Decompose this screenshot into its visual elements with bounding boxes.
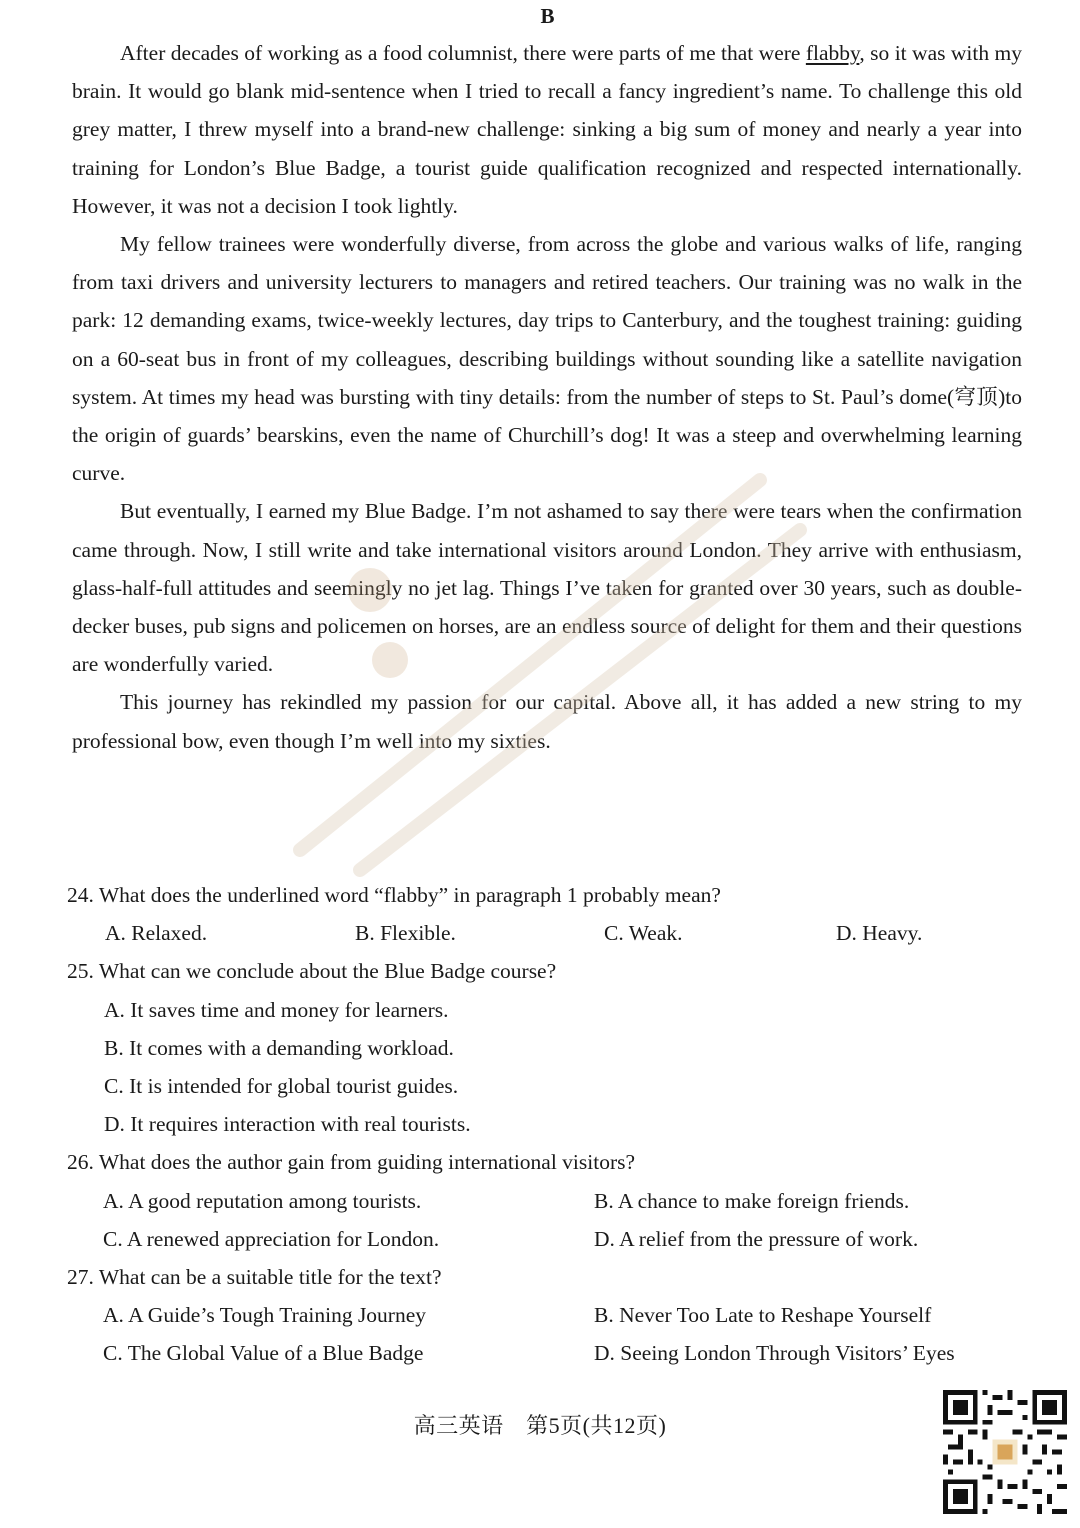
- questions-section: [67, 876, 1027, 1373]
- reading-passage: [72, 34, 1022, 760]
- paragraph-1-start: After decades of working as a food columnist, there were parts of me that were: [120, 41, 806, 65]
- question-stem: 25. What can we conclude about the Blue Badge course?: [67, 959, 557, 984]
- question-options: [67, 914, 1027, 952]
- underlined-word: flabby: [805, 41, 860, 65]
- paragraph-2: My fellow trainees were wonderfully diverse, from across the globe and various walks of life, ranging from taxi drivers and university lecturers to managers and retired teachers. Our training was no walk in the park: 12 demanding exams, twice-weekly lectures, day trips to Canterbury, and the toughest training: guiding on a 60-seat bus in front of my colleagues, describing buildings without sounding like a satellite navigation system. At times my head was bursting with tiny details: from the number of steps to St. Paul’s dome(穹顶)to the origin of guards’ bearskins, even the name of Churchill’s dog! It was a steep and overwhelming learning curve.: [72, 232, 1022, 486]
- option-c: C. A renewed appreciation for London.: [103, 1226, 440, 1251]
- option-b: B. Flexible.: [355, 921, 456, 946]
- question-options-row-2: [67, 1334, 1027, 1372]
- question-stem: 27. What can be a suitable title for the text?: [67, 1265, 442, 1290]
- question-options-row-1: [67, 1182, 1027, 1220]
- question-26: [67, 1143, 1027, 1258]
- paragraph-1: [72, 34, 1022, 225]
- paragraph-3: But eventually, I earned my Blue Badge. I’m not ashamed to say there were tears when the confirmation came through. Now, I still write and take international visitors around London. They arrive with enthusiasm, glass-half-full attitudes and seemingly no jet lag. Things I’ve taken for granted over 30 years, such as double-decker buses, pub signs and policemen on horses, are an endless source of delight for them and their questions are wonderfully varied.: [72, 499, 1022, 677]
- question-options-row-1: [67, 1296, 1027, 1334]
- section-label: B: [540, 4, 555, 28]
- page-footer: 高三英语 第5页(共12页): [413, 1413, 667, 1438]
- option-d: D. It requires interaction with real tourists.: [104, 1112, 471, 1137]
- question-options-row-2: [67, 1220, 1027, 1258]
- option-b: B. Never Too Late to Reshape Yourself: [594, 1303, 932, 1328]
- option-b: B. It comes with a demanding workload.: [104, 1035, 454, 1060]
- question-stem: 24. What does the underlined word “flabby” in paragraph 1 probably mean?: [67, 883, 721, 907]
- option-c: C. It is intended for global tourist guides.: [104, 1074, 459, 1099]
- paragraph-1-rest: , so it was with my brain. It would go blank mid-sentence when I tried to recall a fancy ingredient’s name. To challenge this old grey matter, I threw myself into a brand-new challenge: sinking a big sum of money and nearly a year into training for London’s Blue Badge, a tourist guide qualification recognized and respected internationally. However, it was not a decision I took lightly.: [72, 41, 1023, 218]
- option-c: C. Weak.: [604, 921, 683, 946]
- question-24: [67, 876, 1027, 952]
- question-stem: 26. What does the author gain from guiding international visitors?: [67, 1150, 636, 1175]
- option-a: A. A Guide’s Tough Training Journey: [103, 1303, 427, 1328]
- qr-code-icon: [943, 1390, 1067, 1514]
- option-c: C. The Global Value of a Blue Badge: [103, 1341, 424, 1366]
- option-a: A. Relaxed.: [105, 921, 208, 946]
- option-d: D. Heavy.: [836, 921, 923, 946]
- question-25: [67, 952, 1027, 1143]
- option-a: A. A good reputation among tourists.: [103, 1188, 422, 1213]
- option-b: B. A chance to make foreign friends.: [594, 1188, 910, 1213]
- option-d: D. Seeing London Through Visitors’ Eyes: [594, 1341, 955, 1366]
- option-d: D. A relief from the pressure of work.: [594, 1226, 919, 1251]
- option-a: A. It saves time and money for learners.: [104, 997, 449, 1022]
- paragraph-4: This journey has rekindled my passion for our capital. Above all, it has added a new string to my professional bow, even though I’m well into my sixties.: [72, 690, 1022, 753]
- question-27: [67, 1258, 1027, 1373]
